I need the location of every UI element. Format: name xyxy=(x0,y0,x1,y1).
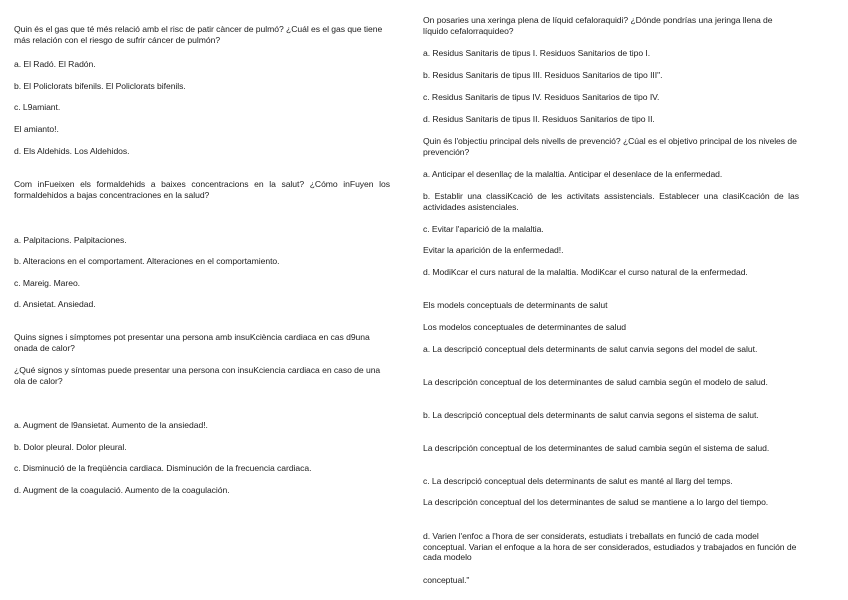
option-a: a. Anticipar el desenllaç de la malaltia. Anticipar el desenlace de la enfermedad. xyxy=(423,169,723,179)
option-a-translation: La descripción conceptual de los determinantes de salud cambia según el modelo de salud. xyxy=(423,377,768,387)
option-b-translation: La descripción conceptual de los determinantes de salud cambia según el sistema de salud. xyxy=(423,443,770,453)
option-c: c. La descripció conceptual dels determinants de salut es manté al llarg del temps. xyxy=(423,476,733,486)
option-d: d. Varien l'enfoc a l'hora de ser considerats, estudiats i treballats en funció de cada model conceptual. Varian el enfoque a la hora de ser considerados, estudiados y trabajados en función de cada modelo xyxy=(423,531,797,563)
option-b: b. Dolor pleural. Dolor pleural. xyxy=(14,442,127,452)
option-b: b. Establir una classiKcació de les activitats assistencials. Establecer una clasiKcación de las actividades asistenciales. xyxy=(423,191,799,212)
question-heart-failure-translation: ¿Qué signos y síntomas puede presentar una persona con insuKciencia cardiaca en caso de una ola de calor? xyxy=(14,365,381,386)
option-b: b. El Policlorats bifenils. El Policlorats bifenils. xyxy=(14,81,186,91)
option-c: c. Mareig. Mareo. xyxy=(14,278,81,288)
option-b: b. La descripció conceptual dels determinants de salut canvia segons el sistema de salut. xyxy=(423,410,759,420)
option-a: a. Palpitacions. Palpitaciones. xyxy=(14,235,127,245)
option-c: c. Disminució de la freqüència cardiaca. Disminución de la frecuencia cardiaca. xyxy=(14,463,312,473)
question-syringe: On posaries una xeringa plena de líquid cefaloraquidi? ¿Dónde pondrías una jeringa llena de líquido cefalorraquideo? xyxy=(423,15,773,36)
option-c: c. Residus Sanitaris de tipus IV. Residuos Sanitarios de tipo IV. xyxy=(423,92,660,102)
question-formaldehyde: Com inFueixen els formaldehids a baixes concentracions en la salut? ¿Cómo inFuyen los formaldehidos a bajas concentraciones en la salud? xyxy=(14,179,390,200)
option-d: d. Els Aldehids. Los Aldehidos. xyxy=(14,146,130,156)
option-c: c. L9amiant. xyxy=(14,102,61,112)
option-c: c. Evitar l'aparició de la malaltia. xyxy=(423,224,544,234)
option-c-translation: La descripción conceptual del los determinantes de salud se mantiene a lo largo del tiempo. xyxy=(423,497,769,507)
option-b: b. Residus Sanitaris de tipus III. Residuos Sanitarios de tipo III". xyxy=(423,70,663,80)
question-determinants: Els models conceptuals de determinants de salut xyxy=(423,300,608,310)
option-a: a. Augment de l9ansietat. Aumento de la ansiedad!. xyxy=(14,420,208,430)
option-d: d. Residus Sanitaris de tipus II. Residuos Sanitarios de tipo II. xyxy=(423,114,655,124)
option-d: d. Augment de la coagulació. Aumento de la coagulación. xyxy=(14,485,230,495)
question-prevention: Quin és l'objectiu principal dels nivells de prevenció? ¿Cúal es el objetivo principal de los niveles de prevención? xyxy=(423,136,797,157)
option-c-translation: Evitar la aparición de la enfermedad!. xyxy=(423,245,564,255)
option-c-translation: El amianto!. xyxy=(14,124,59,134)
option-a: a. El Radó. El Radón. xyxy=(14,59,96,69)
question-radon: Quin és el gas que té més relació amb el risc de patir càncer de pulmó? ¿Cuál es el gas que tiene más relación con el riesgo de sufrir cáncer de pulmón? xyxy=(14,24,383,45)
option-d: d. ModiKcar el curs natural de la malaltia. ModiKcar el curso natural de la enfermedad. xyxy=(423,267,748,277)
option-a: a. Residus Sanitaris de tipus I. Residuos Sanitarios de tipo I. xyxy=(423,48,651,58)
question-determinants-translation: Los modelos conceptuales de determinantes de salud xyxy=(423,322,626,332)
option-d: d. Ansietat. Ansiedad. xyxy=(14,299,96,309)
question-heart-failure: Quins signes i símptomes pot presentar una persona amb insuKciència cardiaca en cas d9una onada de calor? xyxy=(14,332,370,353)
option-d-continuation: conceptual." xyxy=(423,575,470,585)
option-b: b. Alteracions en el comportament. Alteraciones en el comportamiento. xyxy=(14,256,280,266)
option-a: a. La descripció conceptual dels determinants de salut canvia segons del model de salut. xyxy=(423,344,758,354)
